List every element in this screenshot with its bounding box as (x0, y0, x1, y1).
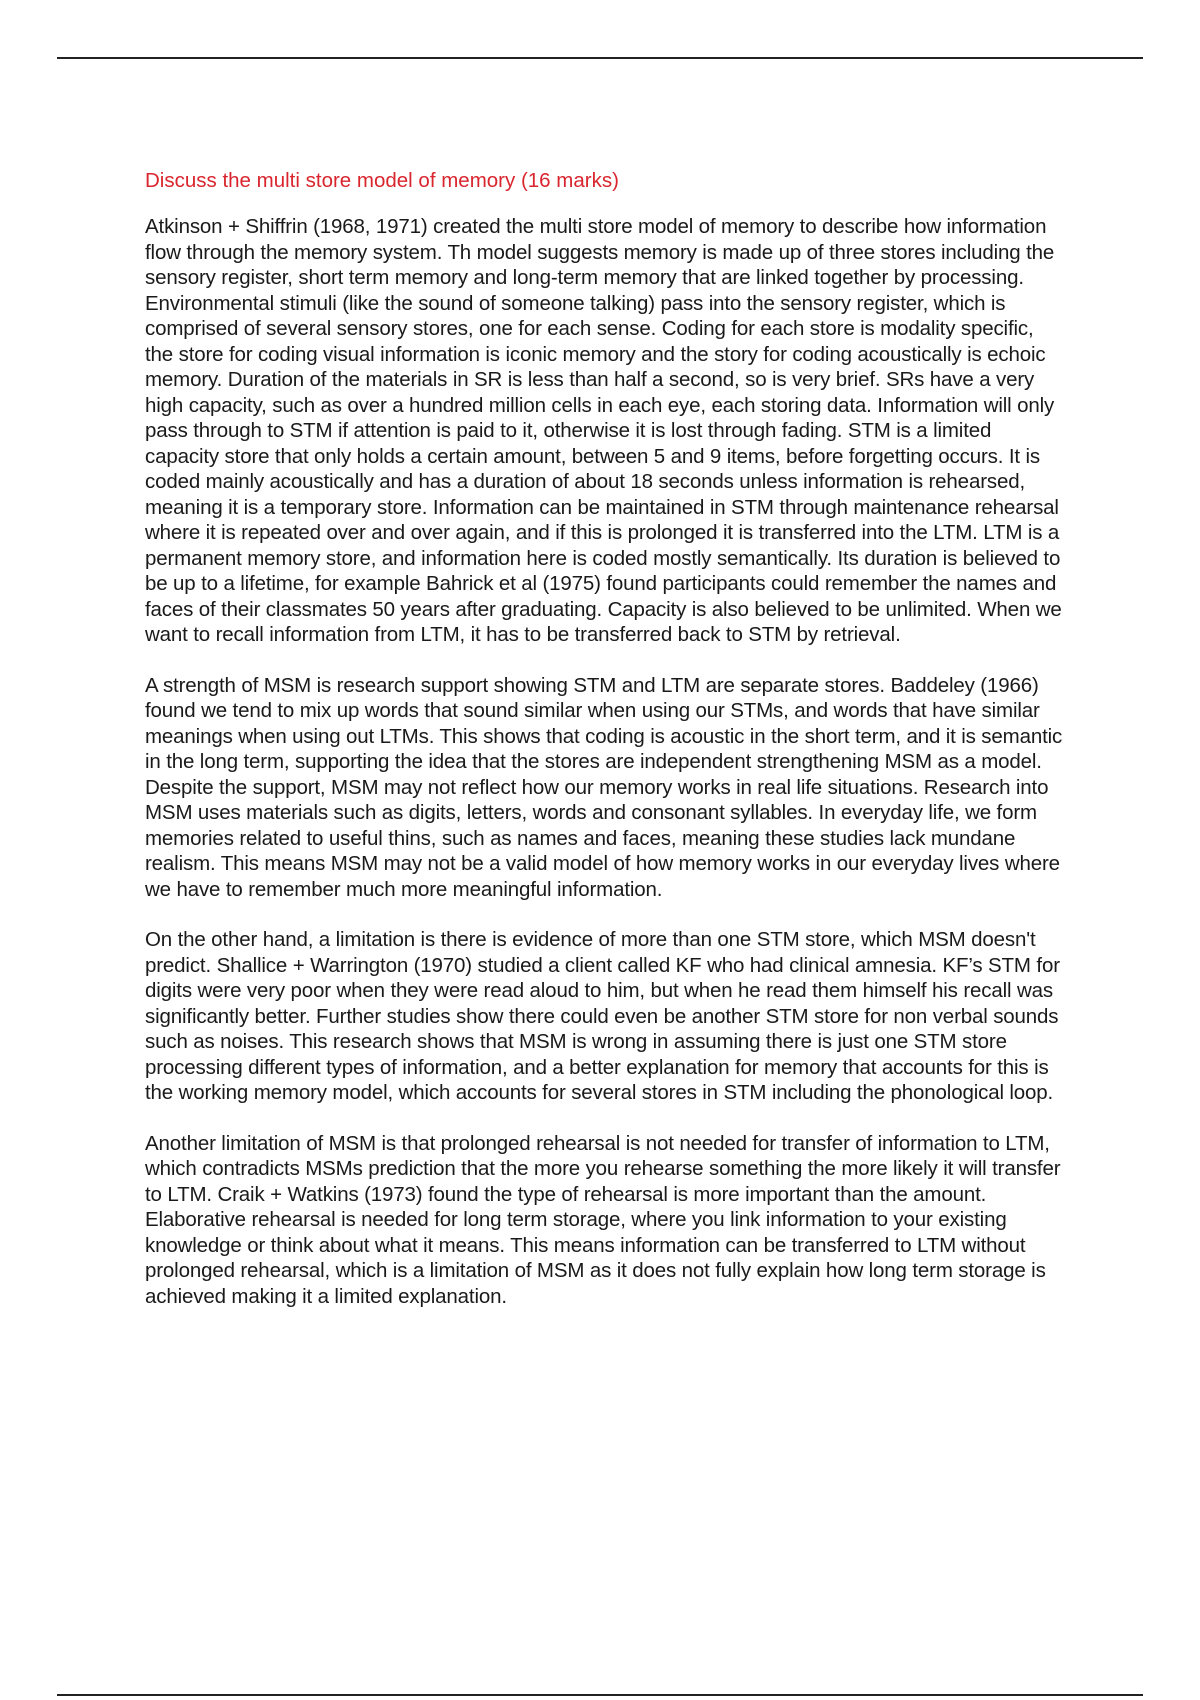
paragraph-strength-evaluation: A strength of MSM is research support showing STM and LTM are separate stores. Baddeley (1966) found we tend to mix up words that sound similar when using our STMs, and words that have similar meanings when using out LTMs. This shows that coding is acoustic in the short term, and it is semantic in the long term, supporting the idea that the stores are independent strengthening MSM as a model. Despite the support, MSM may not reflect how our memory works in real life situations. Research into MSM uses materials such as digits, letters, words and consonant syllables. In everyday life, we form memories related to useful thins, such as names and faces, meaning these studies lack mundane realism. This means MSM may not be a valid model of how memory works in our everyday lives where we have to remember much more meaningful information. (145, 673, 1063, 901)
document-body (145, 168, 1065, 1334)
footer-rule (57, 1694, 1143, 1696)
paragraph-limitation-stm-stores: On the other hand, a limitation is there is evidence of more than one STM store, which MSM doesn't predict. Shallice + Warrington (1970) studied a client called KF who had clinical amnesia. KF’s STM for digits were very poor when they were read aloud to him, but when he read them himself his recall was significantly better. Further studies show there could even be another STM store for non verbal sounds such as noises. This research shows that MSM is wrong in assuming there is just one STM store processing different types of information, and a better explanation for memory that accounts for this is the working memory model, which accounts for several stores in STM including the phonological loop. (145, 928, 1060, 1104)
paragraph-limitation-rehearsal: Another limitation of MSM is that prolonged rehearsal is not needed for transfer of information to LTM, which contradicts MSMs prediction that the more you rehearse something the more likely it will transfer to LTM. Craik + Watkins (1973) found the type of rehearsal is more important than the amount. Elaborative rehearsal is needed for long term storage, where you link information to your existing knowledge or think about what it means. This means information can be transferred to LTM without prolonged rehearsal, which is a limitation of MSM as it does not fully explain how long term storage is achieved making it a limited explanation. (145, 1131, 1061, 1308)
paragraph-msm-description: Atkinson + Shiffrin (1968, 1971) created the multi store model of memory to describe how information flow through the memory system. Th model suggests memory is made up of three stores including the sensory register, short term memory and long-term memory that are linked together by processing. Environmental stimuli (like the sound of someone talking) pass into the sensory register, which is comprised of several sensory stores, one for each sense. Coding for each store is modality specific, the store for coding visual information is iconic memory and the story for coding acoustically is echoic memory. Duration of the materials in SR is less than half a second, so is very brief. SRs have a very high capacity, such as over a hundred million cells in each eye, each storing data. Information will only pass through to STM if attention is paid to it, otherwise it is lost through fading. STM is a limited capacity store that only holds a certain amount, between 5 and 9 items, before forgetting occurs. It is coded mainly acoustically and has a duration of about 18 seconds unless information is rehearsed, meaning it is a temporary store. Information can be maintained in STM through maintenance rehearsal where it is repeated over and over again, and if this is prolonged it is transferred into the LTM. LTM is a permanent memory store, and information here is coded mostly semantically. Its duration is believed to be up to a lifetime, for example Bahrick et al (1975) found participants could remember the names and faces of their classmates 50 years after graduating. Capacity is also believed to be unlimited. When we want to recall information from LTM, it has to be transferred back to STM by retrieval. (145, 215, 1062, 646)
header-rule (57, 57, 1143, 59)
essay-title: Discuss the multi store model of memory (16 marks) (145, 169, 619, 192)
